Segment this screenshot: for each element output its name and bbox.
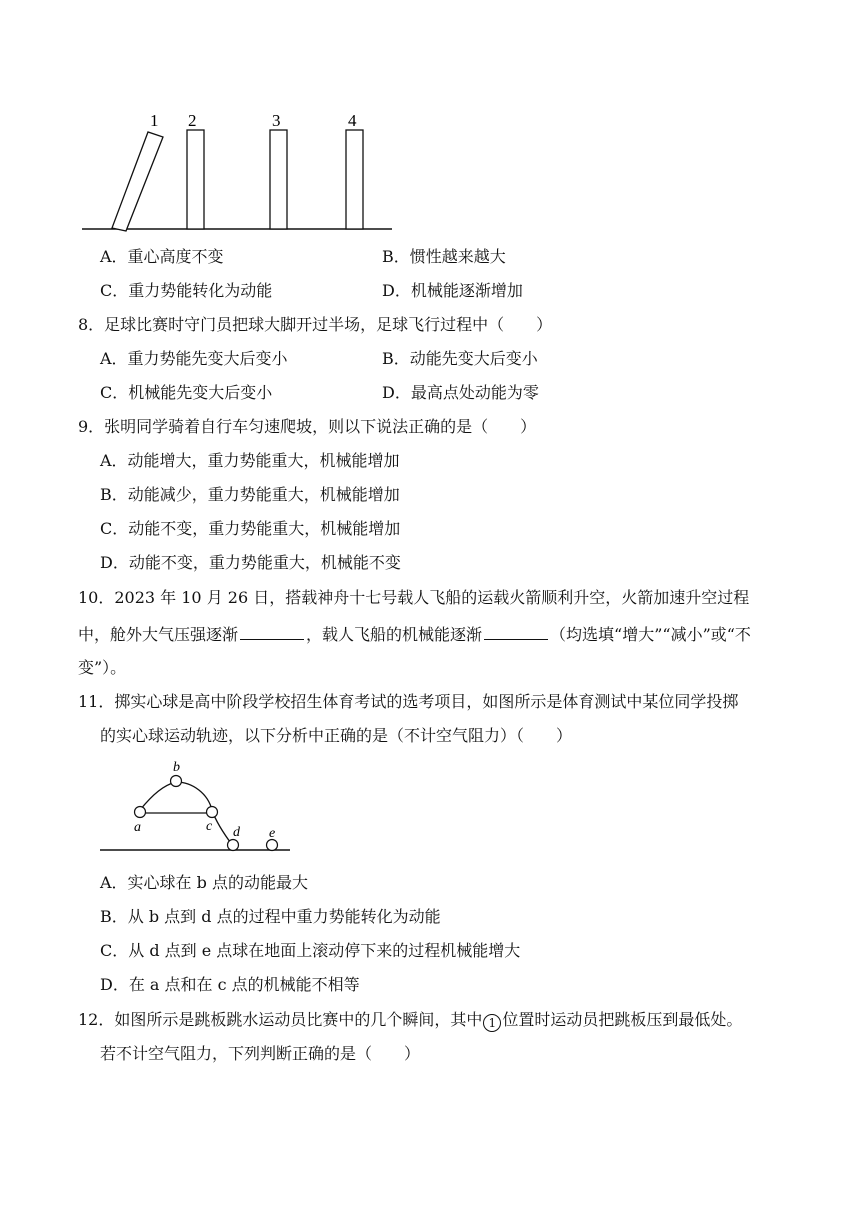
ball-e (267, 840, 278, 851)
q11-option-d: D．在 a 点和在 c 点的机械能不相等 (100, 975, 360, 994)
label-e: e (269, 826, 276, 841)
q12-text-a: 12．如图所示是跳板跳水运动员比赛中的几个瞬间，其中 (78, 1010, 483, 1029)
q10-text-b: ，载人飞船的机械能逐渐 (306, 625, 483, 644)
q8-option-d: D．最高点处动能为零 (382, 383, 539, 402)
q7-option-a: A．重心高度不变 (100, 247, 224, 266)
q9-option-d: D．动能不变，重力势能重大，机械能不变 (100, 553, 401, 572)
domino-4 (346, 130, 363, 229)
ball-a (135, 807, 146, 818)
q10-text-c: （均选填“增大”“减小”或“不 (550, 625, 751, 644)
label-c: c (206, 819, 213, 834)
q12-line-1 (78, 1010, 742, 1032)
q12-line-2: 若不计空气阻力，下列判断正确的是（ ） (100, 1044, 421, 1063)
q9-option-c: C．动能不变，重力势能重大，机械能增加 (100, 519, 401, 538)
ball-b (171, 776, 182, 787)
q10-text-a: 中，舱外大气压强逐渐 (78, 625, 239, 644)
q10-line-2 (78, 623, 751, 645)
q10-line-3: 变”）。 (78, 658, 127, 677)
q8-option-a: A．重力势能先变大后变小 (100, 349, 288, 368)
q11-line-1: 11．掷实心球是高中阶段学校招生体育考试的选考项目，如图所示是体育测试中某位同学投掷 (78, 692, 739, 711)
q11-line-2: 的实心球运动轨迹，以下分析中正确的是（不计空气阻力）（ ） (100, 726, 573, 745)
domino-2 (187, 130, 204, 229)
domino-label-1: 1 (150, 111, 159, 130)
q9-option-b: B．动能减少，重力势能重大，机械能增加 (100, 485, 400, 504)
label-a: a (134, 820, 141, 835)
q10-line-1: 10．2023 年 10 月 26 日，搭载神舟十七号载人飞船的运载火箭顺利升空，火箭加速升空过程 (78, 588, 750, 607)
q10-blank-2[interactable] (484, 623, 548, 640)
q10-blank-1[interactable] (240, 623, 304, 640)
q7-option-d: D．机械能逐渐增加 (382, 281, 523, 300)
q11-option-c: C．从 d 点到 e 点球在地面上滚动停下来的过程机械能增大 (100, 941, 521, 960)
ball-d (228, 840, 239, 851)
q8-option-b: B．动能先变大后变小 (382, 349, 538, 368)
label-d: d (233, 825, 240, 840)
q12-text-b: 位置时运动员把跳板压到最低处。 (502, 1010, 743, 1029)
domino-label-3: 3 (272, 111, 281, 130)
q8-option-c: C．机械能先变大后变小 (100, 383, 273, 402)
domino-label-4: 4 (348, 111, 357, 130)
q11-option-b: B．从 b 点到 d 点的过程中重力势能转化为动能 (100, 907, 441, 926)
domino-label-2: 2 (188, 111, 197, 130)
q7-option-b: B．惯性越来越大 (382, 247, 506, 266)
q9-option-a: A．动能增大，重力势能重大，机械能增加 (100, 451, 400, 470)
domino-figure (78, 108, 398, 234)
domino-1 (112, 132, 163, 231)
trajectory-curve (140, 782, 233, 846)
trajectory-figure (98, 758, 298, 854)
q8-stem: 8．足球比赛时守门员把球大脚开过半场，足球飞行过程中（ ） (78, 315, 553, 334)
q11-option-a: A．实心球在 b 点的动能最大 (100, 873, 308, 892)
label-b: b (173, 760, 180, 775)
ball-c (207, 807, 218, 818)
q7-option-c: C．重力势能转化为动能 (100, 281, 273, 300)
q9-stem: 9．张明同学骑着自行车匀速爬坡，则以下说法正确的是（ ） (78, 417, 537, 436)
circled-number-1: 1 (483, 1014, 501, 1032)
domino-3 (270, 130, 287, 229)
